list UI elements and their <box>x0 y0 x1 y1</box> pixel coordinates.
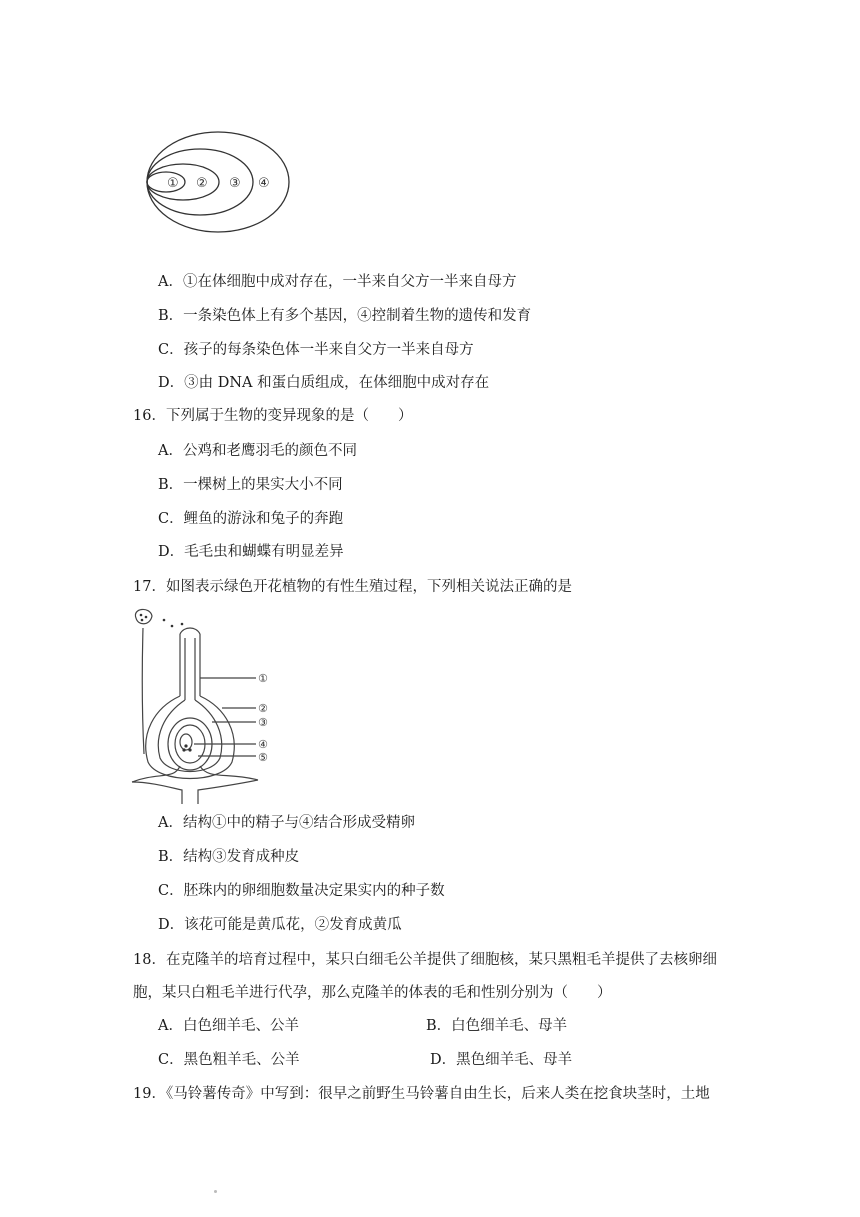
pistil-label-5: ⑤ <box>258 751 268 764</box>
q16-option-c: C．鲤鱼的游泳和兔子的奔跑 <box>158 511 344 527</box>
pistil-label-1: ① <box>258 672 268 685</box>
q18-stem-line1: 18．在克隆羊的培育过程中，某只白细毛公羊提供了细胞核，某只黑粗毛羊提供了去核卵细 <box>133 952 717 968</box>
flower-pistil-diagram <box>128 604 278 804</box>
q16-option-d: D．毛毛虫和蝴蝶有明显差异 <box>158 544 344 560</box>
q16-stem: 16．下列属于生物的变异现象的是（ ） <box>133 408 413 424</box>
q17-stem: 17．如图表示绿色开花植物的有性生殖过程，下列相关说法正确的是 <box>133 579 572 595</box>
label-2: ② <box>196 176 208 191</box>
label-4: ④ <box>258 176 270 191</box>
gene-chromosome-diagram <box>140 124 300 238</box>
label-1: ① <box>167 176 179 191</box>
page-speck <box>214 1190 217 1193</box>
pollen-tube-path <box>135 609 152 623</box>
ellipse-2 <box>147 164 219 200</box>
pistil-label-3: ③ <box>258 716 268 729</box>
q18-option-b: B．白色细羊毛、母羊 <box>426 1018 568 1034</box>
q19-stem-line1: 19．《马铃薯传奇》中写到：很早之前野生马铃薯自由生长，后来人类在挖食块茎时，土地 <box>133 1086 710 1102</box>
q17-option-b: B．结构③发育成种皮 <box>158 849 300 865</box>
q16-option-a: A．公鸡和老鹰羽毛的颜色不同 <box>158 443 357 459</box>
q18-option-d: D．黑色细羊毛、母羊 <box>430 1052 573 1068</box>
style-outer <box>180 634 200 696</box>
q15-option-b: B．一条染色体上有多个基因，④控制着生物的遗传和发育 <box>158 308 532 324</box>
q18-option-c: C．黑色粗羊毛、公羊 <box>158 1052 300 1068</box>
pistil-label-2: ② <box>258 702 268 715</box>
q17-option-a: A．结构①中的精子与④结合形成受精卵 <box>158 815 415 831</box>
label-3: ③ <box>229 176 241 191</box>
q18-option-a: A．白色细羊毛、公羊 <box>158 1018 299 1034</box>
q15-option-d: D．③由 DNA 和蛋白质组成，在体细胞中成对存在 <box>158 375 490 391</box>
q16-option-b: B．一棵树上的果实大小不同 <box>158 477 343 493</box>
pistil-label-4: ④ <box>258 738 268 751</box>
ellipse-1 <box>147 172 185 192</box>
q17-option-c: C．胚珠内的卵细胞数量决定果实内的种子数 <box>158 883 445 899</box>
q15-option-a: A．①在体细胞中成对存在，一半来自父方一半来自母方 <box>158 274 517 290</box>
q17-option-d: D．该花可能是黄瓜花，②发育成黄瓜 <box>158 917 402 933</box>
q15-option-c: C．孩子的每条染色体一半来自父方一半来自母方 <box>158 342 474 358</box>
q18-stem-line2: 胞，某只白粗毛羊进行代孕，那么克隆羊的体表的毛和性别分别为（ ） <box>133 985 612 1001</box>
